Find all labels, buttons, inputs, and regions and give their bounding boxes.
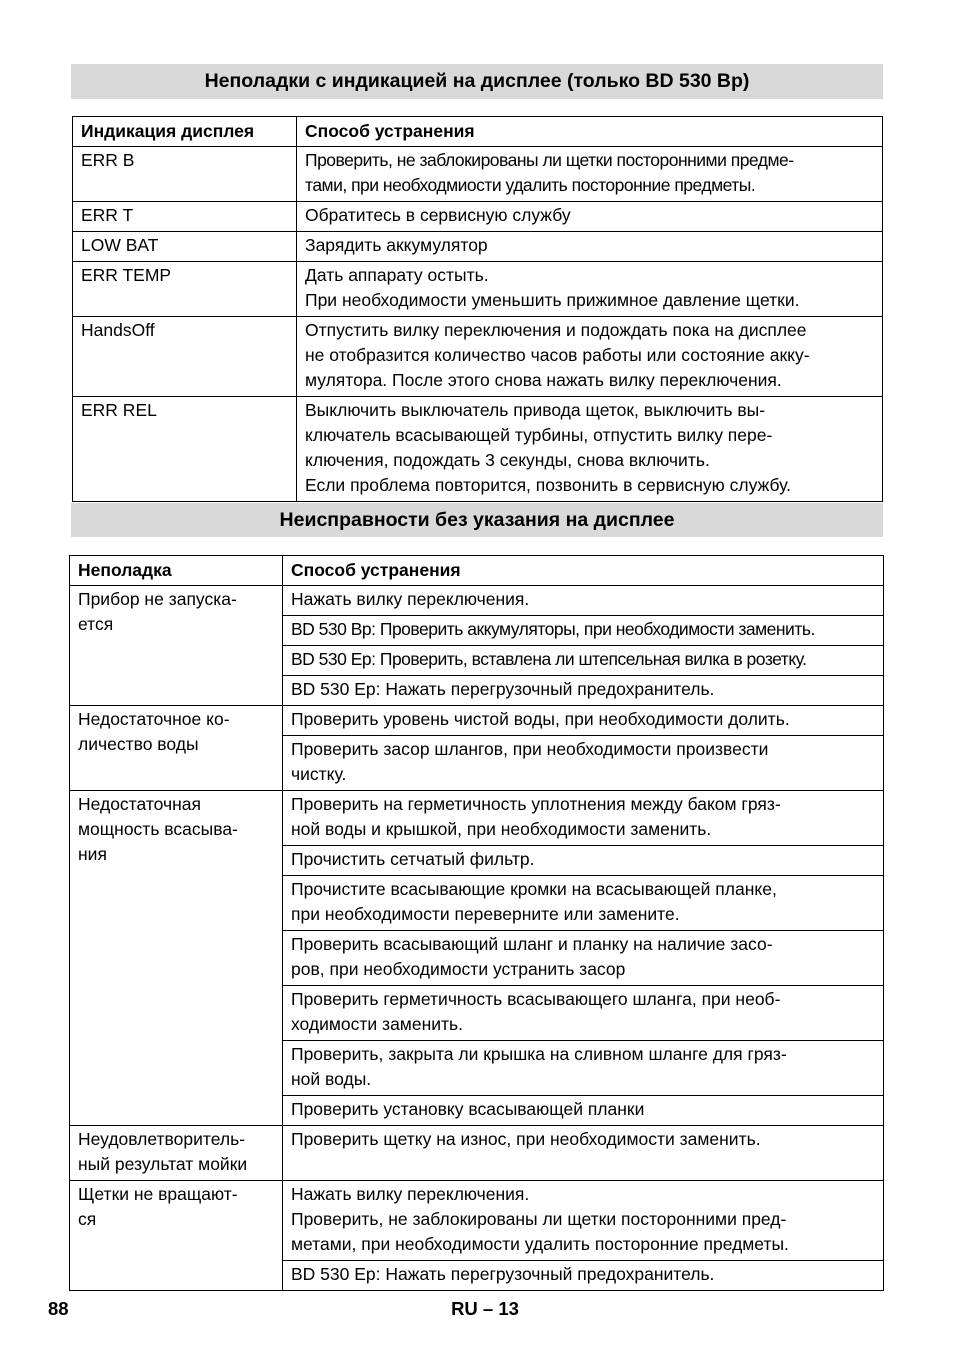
remedy: Проверить, не заблокированы ли щетки посторонними предме- тами, при необходмиости удалить посторонние предметы. xyxy=(297,147,883,202)
remedy: Проверить засор шлангов, при необходимости произвести чистку. xyxy=(283,736,884,791)
remedy: BD 530 Ep: Нажать перегрузочный предохранитель. xyxy=(283,676,884,706)
fault: Неудовлетворитель- ный результат мойки xyxy=(70,1126,283,1181)
table-row xyxy=(70,706,884,736)
table-row xyxy=(70,791,884,846)
fault: Недостаточное ко- личество воды xyxy=(70,706,283,791)
display-indication: HandsOff xyxy=(73,317,297,397)
table-row xyxy=(70,586,884,616)
table-row xyxy=(73,147,883,202)
display-indication: ERR TEMP xyxy=(73,262,297,317)
remedy: Проверить всасывающий шланг и планку на наличие засо- ров, при необходимости устранить засор xyxy=(283,931,884,986)
remedy: Проверить уровень чистой воды, при необходимости долить. xyxy=(283,706,884,736)
remedy: Проверить щетку на износ, при необходимости заменить. xyxy=(283,1126,884,1181)
table-row xyxy=(73,397,883,502)
display-indication: ERR REL xyxy=(73,397,297,502)
table-row xyxy=(73,262,883,317)
section-title-display-faults: Неполадки с индикацией на дисплее (только BD 530 Bp) xyxy=(71,64,883,99)
fault: Щетки не вращают- ся xyxy=(70,1181,283,1291)
header-remedy: Способ устранения xyxy=(283,556,884,586)
remedy: BD 530 Ep: Нажать перегрузочный предохранитель. xyxy=(283,1261,884,1291)
remedy: Выключить выключатель привода щеток, выключить вы- ключатель всасывающей турбины, отпустить вилку пере- ключения, подождать 3 секунды, снова включить. Если проблема повторится, позвонить в сервисную службу. xyxy=(297,397,883,502)
remedy: Проверить герметичность всасывающего шланга, при необ- ходимости заменить. xyxy=(283,986,884,1041)
remedy: Нажать вилку переключения. Проверить, не заблокированы ли щетки посторонними пред- метами, при необходимости удалить посторонние предметы. xyxy=(283,1181,884,1261)
remedy: Обратитесь в сервисную службу xyxy=(297,202,883,232)
display-faults-table xyxy=(72,116,883,502)
remedy: Проверить на герметичность уплотнения между баком гряз- ной воды и крышкой, при необходимости заменить. xyxy=(283,791,884,846)
section-title-non-display-faults: Неисправности без указания на дисплее xyxy=(71,503,883,537)
table-header-row xyxy=(73,117,883,147)
non-display-faults-table xyxy=(69,555,884,1291)
table-row xyxy=(70,1126,884,1181)
table-row xyxy=(73,202,883,232)
display-indication: ERR B xyxy=(73,147,297,202)
remedy: BD 530 Bp: Проверить аккумуляторы, при необходимости заменить. xyxy=(283,616,884,646)
display-indication: LOW BAT xyxy=(73,232,297,262)
header-remedy: Способ устранения xyxy=(297,117,883,147)
table-row xyxy=(73,317,883,397)
fault: Прибор не запуска- ется xyxy=(70,586,283,706)
remedy: Прочистить сетчатый фильтр. xyxy=(283,846,884,876)
remedy: Дать аппарату остыть. При необходимости уменьшить прижимное давление щетки. xyxy=(297,262,883,317)
header-display-indication: Индикация дисплея xyxy=(73,117,297,147)
remedy: Прочистите всасывающие кромки на всасывающей планке, при необходимости переверните или замените. xyxy=(283,876,884,931)
page-label: RU – 13 xyxy=(451,1298,519,1319)
remedy: Нажать вилку переключения. xyxy=(283,586,884,616)
remedy: Отпустить вилку переключения и подождать пока на дисплее не отобразится количество часов работы или состояние акку- мулятора. После этого снова нажать вилку переключения. xyxy=(297,317,883,397)
table-row xyxy=(70,1181,884,1261)
display-indication: ERR T xyxy=(73,202,297,232)
header-fault: Неполадка xyxy=(70,556,283,586)
remedy: Зарядить аккумулятор xyxy=(297,232,883,262)
display-faults-body xyxy=(73,147,883,502)
remedy: BD 530 Ep: Проверить, вставлена ли штепсельная вилка в розетку. xyxy=(283,646,884,676)
page-number: 88 xyxy=(48,1298,69,1319)
remedy: Проверить, закрыта ли крышка на сливном шланге для гряз- ной воды. xyxy=(283,1041,884,1096)
remedy: Проверить установку всасывающей планки xyxy=(283,1096,884,1126)
table-header-row xyxy=(70,556,884,586)
table-row xyxy=(73,232,883,262)
fault: Недостаточная мощность всасыва- ния xyxy=(70,791,283,1126)
non-display-faults-body xyxy=(70,586,884,1291)
